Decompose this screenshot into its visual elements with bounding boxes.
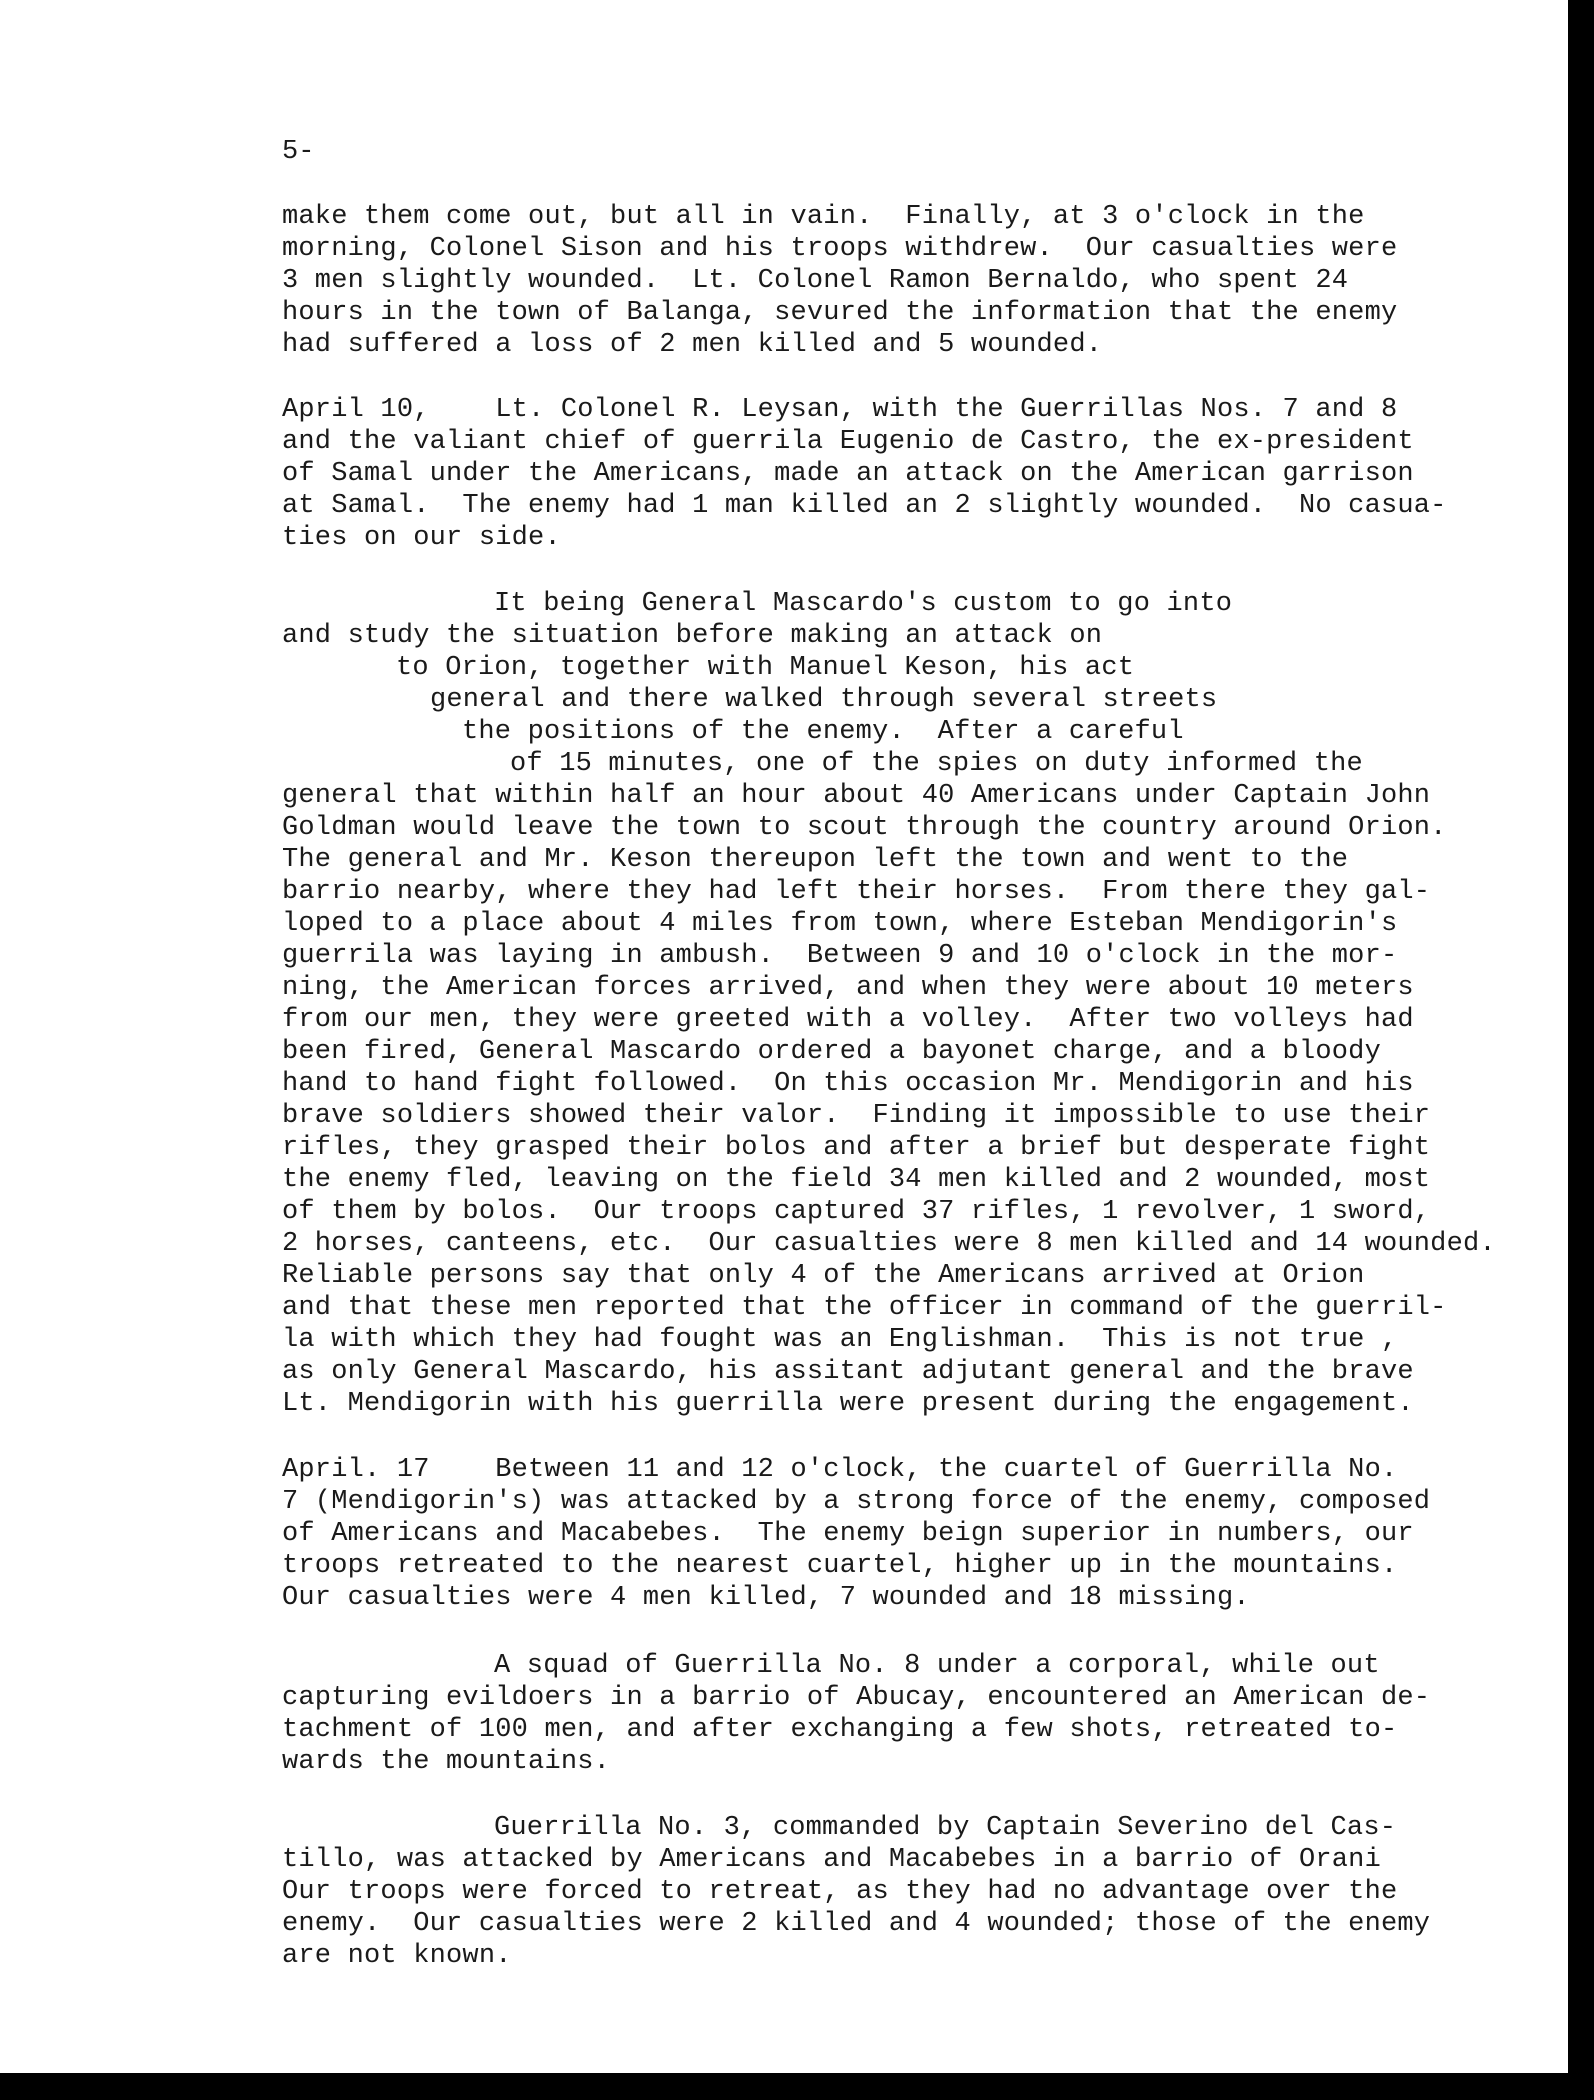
text-line: general and there walked through several streets — [430, 685, 1218, 715]
text-line: A squad of Guerrilla No. 8 under a corporal, while out — [494, 1651, 1380, 1681]
text-line: 2 horses, canteens, etc. Our casualties were 8 men killed and 14 wounded. — [282, 1229, 1496, 1259]
text-line: tachment of 100 men, and after exchanging a few shots, retreated to- — [282, 1715, 1398, 1745]
text-line: been fired, General Mascardo ordered a bayonet charge, and a bloody — [282, 1037, 1381, 1067]
text-line: la with which they had fought was an Englishman. This is not true , — [282, 1325, 1398, 1355]
text-line: hours in the town of Balanga, sevured the information that the enemy — [282, 298, 1398, 328]
text-line: hand to hand fight followed. On this occasion Mr. Mendigorin and his — [282, 1069, 1414, 1099]
text-line: of 15 minutes, one of the spies on duty informed the — [510, 749, 1363, 779]
text-line: Reliable persons say that only 4 of the Americans arrived at Orion — [282, 1261, 1365, 1291]
text-line: Our troops were forced to retreat, as they had no advantage over the — [282, 1877, 1398, 1907]
text-line: to Orion, together with Manuel Keson, his act — [396, 653, 1135, 683]
text-line: Lt. Mendigorin with his guerrilla were present during the engagement. — [282, 1389, 1414, 1419]
text-line: as only General Mascardo, his assitant adjutant general and the brave — [282, 1357, 1414, 1387]
text-line: capturing evildoers in a barrio of Abucay, encountered an American de- — [282, 1683, 1431, 1713]
text-line: general that within half an hour about 40 Americans under Captain John — [282, 781, 1431, 811]
text-line: and the valiant chief of guerrila Eugenio de Castro, the ex-president — [282, 427, 1414, 457]
text-line: loped to a place about 4 miles from town, where Esteban Mendigorin's — [282, 909, 1398, 939]
text-line: ning, the American forces arrived, and when they were about 10 meters — [282, 973, 1414, 1003]
text-line: brave soldiers showed their valor. Finding it impossible to use their — [282, 1101, 1431, 1131]
text-line: wards the mountains. — [282, 1747, 611, 1777]
text-line: morning, Colonel Sison and his troops withdrew. Our casualties were — [282, 234, 1398, 264]
text-line: the positions of the enemy. After a careful — [462, 717, 1184, 747]
text-line: from our men, they were greeted with a volley. After two volleys had — [282, 1005, 1414, 1035]
text-line: Guerrilla No. 3, commanded by Captain Severino del Cas- — [494, 1813, 1397, 1843]
text-line: ties on our side. — [282, 523, 561, 553]
text-line: April 10, Lt. Colonel R. Leysan, with the Guerrillas Nos. 7 and 8 — [282, 395, 1398, 425]
text-line: and study the situation before making an attack on — [282, 621, 1103, 651]
text-line: are not known. — [282, 1941, 512, 1971]
page-number: 5- — [282, 137, 315, 167]
text-line: enemy. Our casualties were 2 killed and 4 wounded; those of the enemy — [282, 1909, 1431, 1939]
text-line: barrio nearby, where they had left their horses. From there they gal- — [282, 877, 1431, 907]
text-line: of Americans and Macabebes. The enemy beign superior in numbers, our — [282, 1519, 1414, 1549]
text-line: guerrila was laying in ambush. Between 9 and 10 o'clock in the mor- — [282, 941, 1398, 971]
text-line: the enemy fled, leaving on the field 34 men killed and 2 wounded, most — [282, 1165, 1431, 1195]
text-line: Goldman would leave the town to scout through the country around Orion. — [282, 813, 1447, 843]
text-line: It being General Mascardo's custom to go into — [494, 589, 1233, 619]
text-line: had suffered a loss of 2 men killed and 5 wounded. — [282, 330, 1103, 360]
text-line: troops retreated to the nearest cuartel, higher up in the mountains. — [282, 1551, 1398, 1581]
text-line: The general and Mr. Keson thereupon left the town and went to the — [282, 845, 1349, 875]
text-line: 3 men slightly wounded. Lt. Colonel Ramon Bernaldo, who spent 24 — [282, 266, 1349, 296]
text-line: and that these men reported that the officer in command of the guerril- — [282, 1293, 1447, 1323]
text-line: at Samal. The enemy had 1 man killed an 2 slightly wounded. No casua- — [282, 491, 1447, 521]
text-line: of Samal under the Americans, made an attack on the American garrison — [282, 459, 1414, 489]
text-line: April. 17 Between 11 and 12 o'clock, the cuartel of Guerrilla No. — [282, 1455, 1398, 1485]
text-line: of them by bolos. Our troops captured 37 rifles, 1 revolver, 1 sword, — [282, 1197, 1431, 1227]
text-line: 7 (Mendigorin's) was attacked by a strong force of the enemy, composed — [282, 1487, 1431, 1517]
text-line: tillo, was attacked by Americans and Macabebes in a barrio of Orani — [282, 1845, 1381, 1875]
text-line: rifles, they grasped their bolos and after a brief but desperate fight — [282, 1133, 1431, 1163]
text-line: Our casualties were 4 men killed, 7 wounded and 18 missing. — [282, 1583, 1250, 1613]
text-line: make them come out, but all in vain. Finally, at 3 o'clock in the — [282, 202, 1365, 232]
